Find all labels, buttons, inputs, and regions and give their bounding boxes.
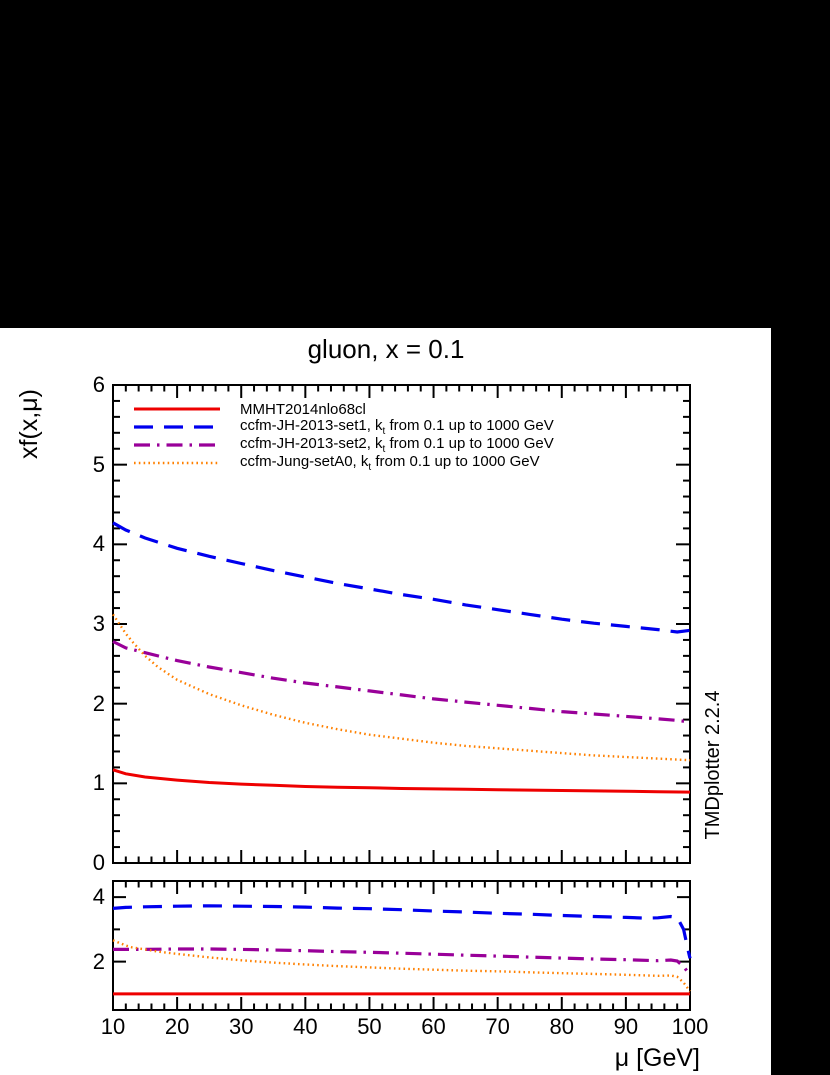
legend-label: ccfm-JH-2013-set2, $k_t$ from 0.1 up to 1000 GeV [240,435,554,455]
y-axis-title: xf(x,μ) [15,389,43,459]
ratio-y-tick-label: 4 [92,884,105,910]
x-tick-label: 90 [613,1014,639,1039]
series-curve-main-ccfm-Jung-setA0 [113,614,690,760]
x-tick-label: 70 [485,1014,510,1039]
series-curve-ratio-ccfm-Jung-setA0 [113,940,690,991]
tmdplotter-version-label: TMDplotter 2.2.4 [702,690,724,840]
y-tick-label: 6 [92,372,105,397]
legend-label: ccfm-Jung-setA0, $k_t$ from 0.1 up to 1000 GeV [240,453,540,473]
series-curve-main-MMHT2014nlo68cl [113,770,690,792]
legend-line-sample [133,436,221,454]
x-axis-title: μ [GeV] [614,1044,700,1072]
y-tick-label: 1 [92,770,105,796]
y-tick-label: 2 [92,690,105,716]
legend-item [133,418,554,436]
series-curve-main-ccfm-JH-2013-set2 [113,642,690,723]
legend-label: ccfm-JH-2013-set1, $k_t$ from 0.1 up to 1000 GeV [240,417,554,437]
x-tick-label: 100 [671,1014,709,1039]
legend-item [133,436,554,454]
legend-line-sample [133,454,221,472]
ratio-frame [113,881,690,1010]
x-tick-label: 10 [100,1014,126,1039]
series-curve-ratio-ccfm-JH-2013-set1 [113,906,690,959]
legend-label: MMHT2014nlo68cl [240,400,366,418]
y-tick-label: 0 [92,850,105,875]
x-tick-label: 20 [164,1014,190,1039]
legend-line-sample [133,400,221,418]
legend-item [133,454,554,472]
x-tick-label: 40 [293,1014,318,1039]
series-curve-main-ccfm-JH-2013-set1 [113,523,690,632]
x-tick-label: 80 [549,1014,574,1039]
y-tick-label: 3 [92,611,105,636]
series-curve-ratio-ccfm-JH-2013-set2 [113,949,690,975]
x-tick-label: 50 [357,1014,382,1039]
plot-title: gluon, x = 0.1 [307,334,465,364]
x-tick-label: 30 [228,1014,254,1039]
ratio-y-tick-label: 2 [92,948,105,974]
y-tick-label: 5 [92,451,105,477]
legend-item [133,400,554,418]
x-tick-label: 60 [421,1014,446,1039]
legend-line-sample [133,418,221,436]
legend [133,400,554,472]
y-tick-label: 4 [92,531,105,557]
plot-canvas [0,328,771,1075]
